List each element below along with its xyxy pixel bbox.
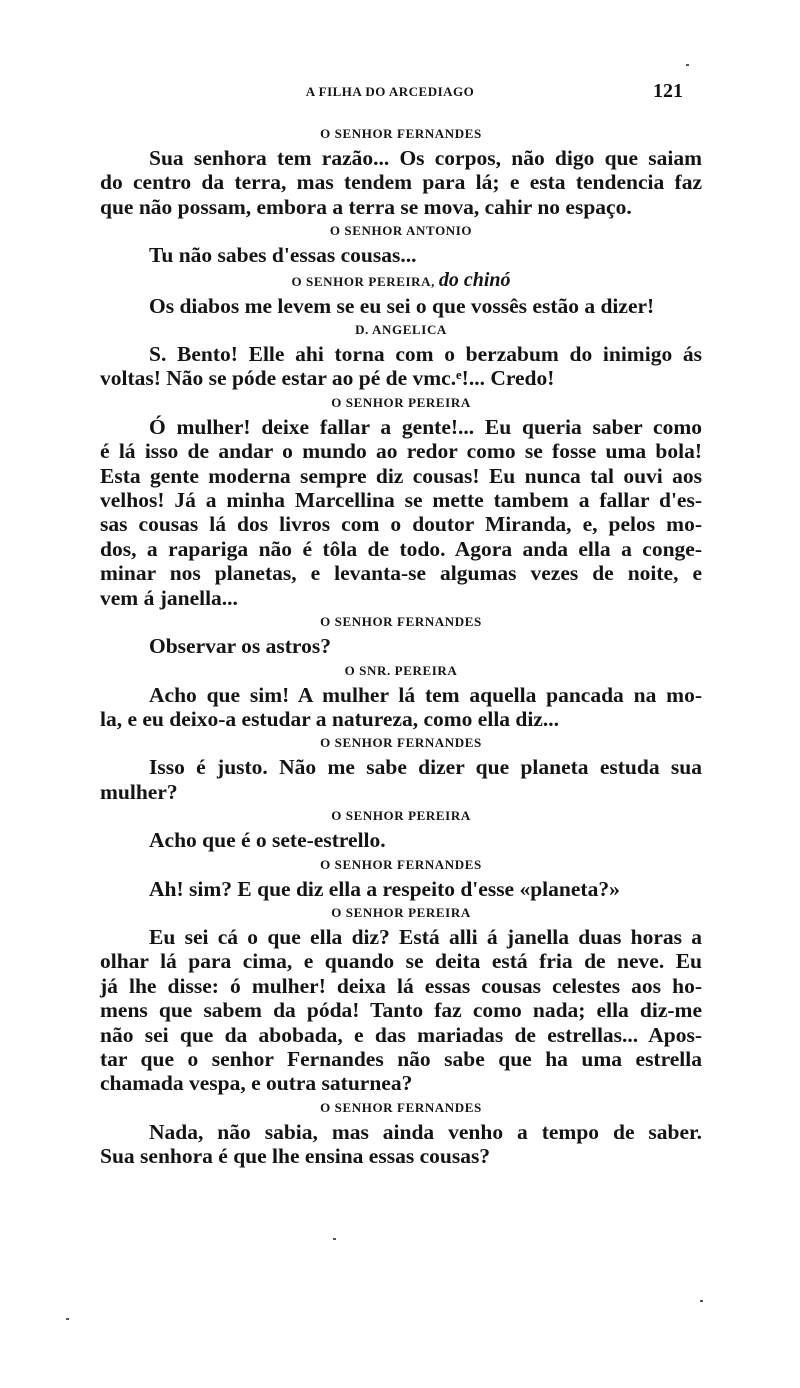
text-line: tar que o senhor Fernandes não sabe que ha uma estrella [100, 1046, 702, 1071]
speaker-name [100, 610, 702, 634]
speaker-name [100, 853, 702, 877]
text-line: Observar os astros? [149, 634, 331, 659]
speaker-label: O SENHOR FERNANDES [320, 614, 482, 630]
speaker-label: O SENHOR FERNANDES [320, 126, 482, 141]
speaker-name [100, 219, 702, 243]
speaker-name [100, 1096, 702, 1120]
text-line: é lá isso de andar o mundo ao redor como se fosse uma bola! [100, 439, 702, 464]
text-line: que não possam, embora a terra se mova, cahir no espaço. [100, 194, 632, 219]
print-speck [333, 1238, 336, 1240]
text-line: vem á janella... [100, 585, 238, 610]
text-line: S. Bento! Elle ahi torna com o berzabum do inimigo ás [149, 342, 702, 367]
speaker-label: O SENHOR PEREIRA, [291, 273, 435, 289]
speaker-name [100, 122, 702, 146]
speaker-name [100, 318, 702, 342]
text-line: Ó mulher! deixe fallar a gente!... Eu queria saber como [149, 414, 702, 439]
text-line: sas cousas lá dos livros com o doutor Miranda, e, pelos mo- [100, 512, 702, 537]
text-line: la, e eu deixo-a estudar a natureza, como ella diz... [100, 706, 560, 731]
speaker-label: O SENHOR PEREIRA [331, 904, 471, 920]
text-line: Esta gente moderna sempre diz cousas! Eu nunca tal ouvi aos [100, 463, 702, 488]
text-line: do centro da terra, mas tendem para lá; e esta tendencia faz [100, 170, 702, 195]
text-line: Acho que sim! A mulher lá tem aquella pancada na mo- [149, 682, 702, 707]
text-line: mulher? [100, 779, 178, 804]
text-line: chamada vespa, e outra saturnea? [100, 1071, 413, 1096]
speaker-name [100, 901, 702, 925]
text-line: Sua senhora é que lhe ensina essas cousas? [100, 1144, 491, 1169]
speaker-name [100, 391, 702, 415]
text-line: dos, a rapariga não é tôla de todo. Agora anda ella a conge- [100, 536, 702, 561]
print-speck [700, 1300, 703, 1302]
speaker-label: O SNR. PEREIRA [344, 662, 458, 678]
page-number: 121 [653, 80, 683, 102]
text-line: voltas! Não se póde estar ao pé de vmc.ᵉ!... Credo! [100, 366, 555, 391]
dialogue-text [100, 122, 702, 1169]
text-line: minar nos planetas, e levanta-se algumas vezes de noite, e [100, 561, 702, 586]
speaker-label: O SENHOR PEREIRA [331, 394, 471, 410]
text-line: Sua senhora tem razão... Os corpos, não digo que saiam [149, 146, 702, 170]
text-line: velhos! Já a minha Marcellina se mette tambem a fallar d'es- [100, 488, 702, 513]
speaker-label: D. ANGELICA [355, 322, 447, 338]
text-line: Nada, não sabia, mas ainda venho a tempo de saber. [149, 1119, 702, 1144]
text-line: olhar lá para cima, e quando se deita está fria de neve. Eu [100, 949, 702, 974]
speaker-label: O SENHOR PEREIRA [331, 808, 471, 824]
text-line: Isso é justo. Não me sabe dizer que planeta estuda sua [149, 755, 702, 780]
running-head [100, 80, 683, 104]
speaker-label: O SENHOR FERNANDES [320, 1099, 482, 1115]
text-line: Tu não sabes d'essas cousas... [149, 243, 417, 268]
text-line: Os diabos me levem se eu sei o que vossês estão a dizer! [149, 293, 655, 318]
text-line: Ah! sim? E que diz ella a respeito d'esse «planeta?» [149, 876, 620, 901]
speaker-name [100, 268, 702, 294]
text-line: mens que sabem da póda! Tanto faz como nada; ella diz-me [100, 998, 702, 1023]
print-speck [686, 64, 689, 66]
running-title: A FILHA DO ARCEDIAGO [305, 84, 475, 99]
speaker-label: O SENHOR FERNANDES [320, 735, 482, 751]
text-line: já lhe disse: ó mulher! deixa lá essas cousas celestes aos ho- [100, 973, 702, 998]
print-speck [66, 1318, 69, 1320]
text-line: Eu sei cá o que ella diz? Está alli á janella duas horas a [149, 924, 702, 949]
text-line: não sei que da abobada, e das mariadas de estrellas... Apos- [100, 1022, 702, 1047]
speaker-aside: do chinó [438, 268, 511, 291]
speaker-name [100, 659, 702, 683]
speaker-label: O SENHOR FERNANDES [320, 856, 482, 872]
speaker-name [100, 804, 702, 828]
speaker-name [100, 731, 702, 755]
speaker-label: O SENHOR ANTONIO [329, 223, 473, 239]
text-line: Acho que é o sete-estrello. [149, 828, 386, 853]
